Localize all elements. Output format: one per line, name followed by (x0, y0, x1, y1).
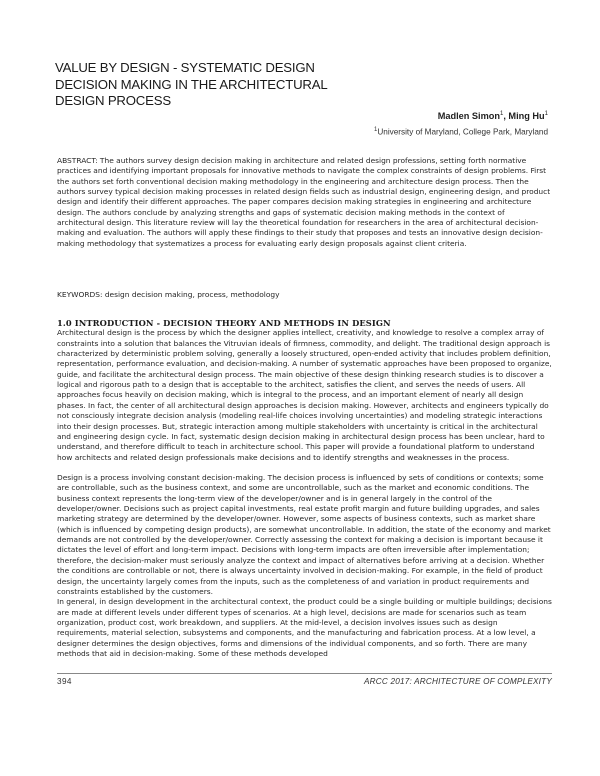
body-paragraph: In general, in design development in the architectural context, the product could be a single building or multiple buildings; decisions are made at different levels under different types of scenarios. At a high level, decisions are made for scenarios such as team organization, product cost, work breakdown, and suppliers. At the mid-level, a decision involves issues such as design requirements, material selection, subsystems and components, and the manufacturing and fabrication process. At a low level, a designer determines the design objectives, forms and dimensions of the individual components, and so forth. There are many methods that aid in decision-making. Some of these methods developed (57, 597, 552, 658)
author-affiliation-mark: 1 (544, 111, 548, 117)
author-affiliation-mark: 1 (499, 111, 504, 117)
keywords: KEYWORDS: design decision making, process, methodology (57, 290, 280, 299)
title-line: DECISION MAKING IN THE ARCHITECTURAL (55, 76, 328, 92)
affiliation-text: University of Maryland, College Park, Maryland (377, 127, 548, 137)
affiliation (374, 127, 548, 137)
introduction-section (57, 318, 552, 659)
body-paragraph: Design is a process involving constant decision-making. The decision process is influenced by sets of conditions or contexts; some are controllable, such as the business context, and some are uncontrollable, such as the market and economic conditions. The business context represents the long-term view of the developer/owner and is in general largely in the control of the developer/owner. Decisions such as project capital investments, real estate profit margin and future building upgrades, and sales marketing strategy are determined by the developer/owner. However, some aspects of business contexts, such as market share (which is influenced by competing design products), are somewhat uncontrollable. In addition, the state of the economy and market demands are not controlled by the developer/owner. Correctly assessing the context for making a decision is important because it dictates the level of effort and long-term impact. Decisions with long-term impacts are often irreversible after implementation; therefore, the decision-maker must seriously analyze the context and impact of alternatives before arriving at a decision. Whether the conditions are controllable or not, there is always uncertainty involved in decision-making. For example, in the field of product design, the uncertainty largely comes from the inputs, such as the completeness of and variation in product requirements and constraints established by the customers. (57, 473, 551, 596)
footer-rule (57, 673, 552, 674)
author-list (438, 111, 548, 121)
conference-theme: ARCHITECTURE OF COMPLEXITY (414, 677, 552, 686)
page-number: 394 (57, 677, 72, 686)
title-line: DESIGN PROCESS (55, 93, 171, 108)
title-line: VALUE BY DESIGN - SYSTEMATIC DESIGN (55, 60, 315, 75)
section-heading: 1.0 INTRODUCTION - DECISION THEORY AND METHODS IN DESIGN (57, 318, 391, 328)
paper-title (55, 60, 385, 110)
author-name: , Ming Hu (503, 111, 545, 122)
body-paragraph: Architectural design is the process by which the designer applies intellect, creativity, and knowledge to resolve a complex array of constraints into a solution that balances the Vitruvian ideals of firmness, commodity, and delight. The traditional design approach is characterized by deterministic problem solving, generally a loosely structured, open-ended activity that includes problem definition, representation, performance evaluation, and decision-making. A number of systematic approaches have been proposed to organize, guide, and facilitate the architectural design process. The main objective of these design thinking research studies is to discover a logical and rigorous path to a design that is acceptable to the architect, satisfies the client, and serves the needs of users. All approaches focus heavily on decision making, which is integral to the process, and an important element of nearly all design phases. In fact, the center of all architectural design approaches is decision making. However, architects and engineers typically do not consciously integrate decision analysis (modeling real-life choices involving uncertainties) and modeling strategic interactions into their design processes. But, strategic interaction among multiple stakeholders with uncertainty is critical in the architectural and engineering design cycle. In fact, systematic design decision making in architectural design process has been unclear, hard to understand, and therefore difficult to teach in architecture school. This paper will provide a foundational platform to understand how architects and related design professionals make decisions and to identify strengths and weaknesses in the process. (57, 328, 552, 462)
author-name: Madlen Simon (437, 111, 500, 122)
running-footer (364, 677, 552, 686)
conference-name: ARCC 2017: (363, 677, 415, 686)
affiliation-mark: 1 (374, 127, 378, 133)
abstract: ABSTRACT: The authors survey design decision making in architecture and related design professions, setting forth normative practices and identifying important proposals for innovative methods to navigate the complex constraints of design problems. First the authors set forth conventional decision making methodology in the engineering and architecture design process. Then the authors survey typical decision making processes in related design fields such as industrial design, engineering design, and product design and identify their different approaches. The paper compares decision making strategies in engineering and architecture design. The authors conclude by analyzing strengths and gaps of systematic decision making methods in the context of architectural design. This literature review will lay the theoretical foundation for researchers in the area of architectural decision-making and evaluation. The authors will apply these findings to their study that proposes and tests an innovative design decision-making methodology that systematizes a process for evaluating early design proposals against client criteria. (57, 156, 551, 248)
